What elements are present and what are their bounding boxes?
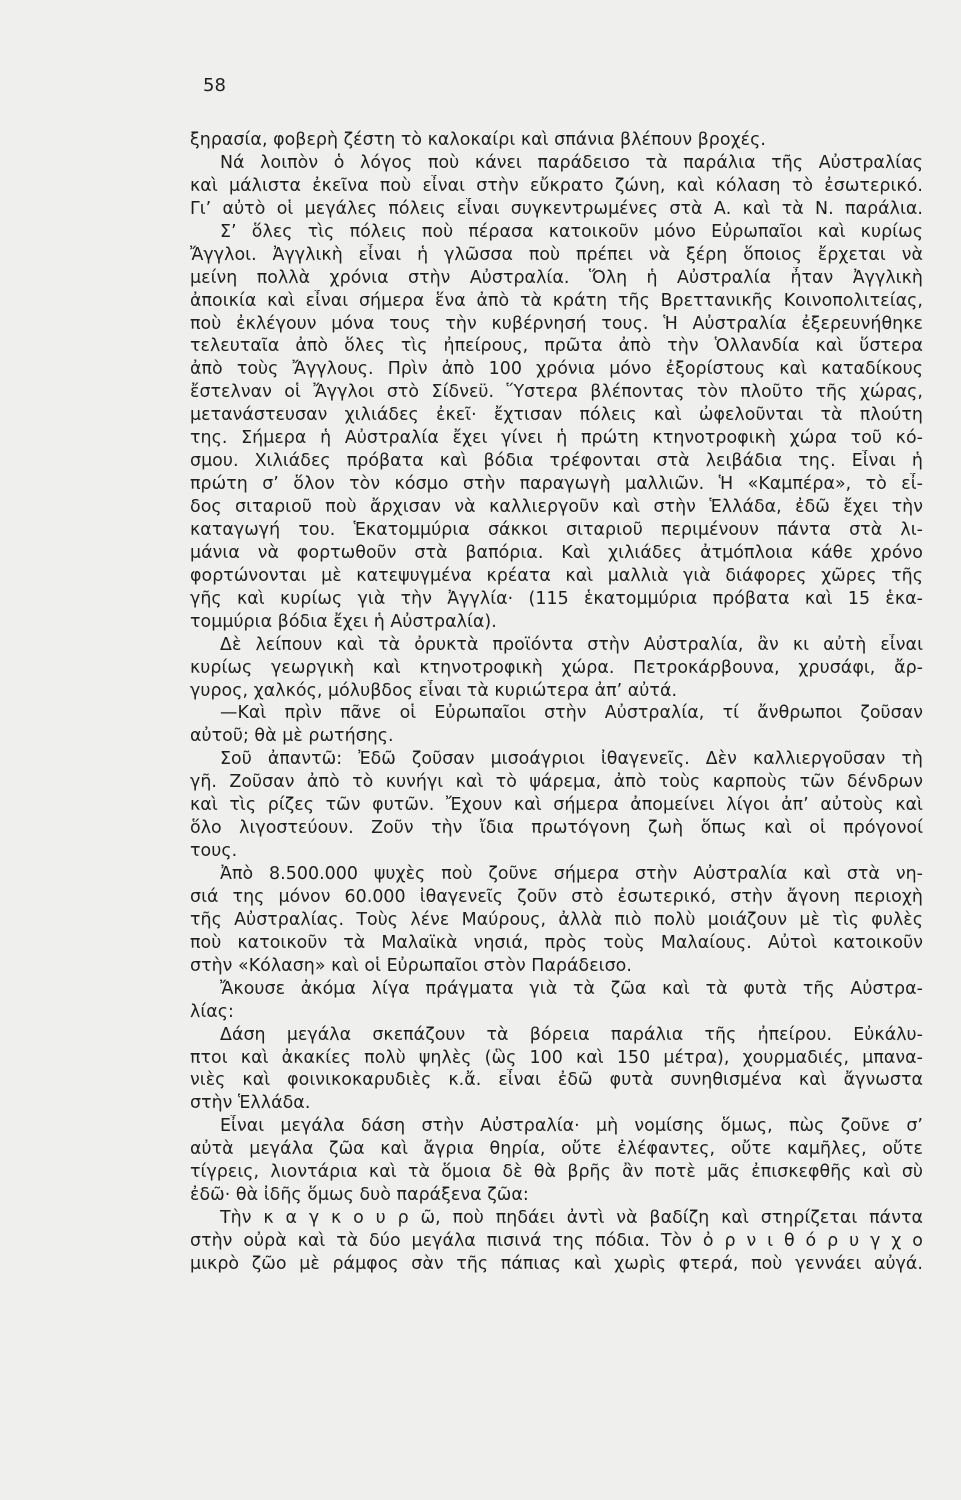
text-line: Ἀπὸ 8.500.000 ψυχὲς ποὺ ζοῦνε σήμερα στὴν Αὐστραλία καὶ στὰ νη- (220, 864, 923, 884)
text-line: δος σιταριοῦ ποὺ ἄρχισαν νὰ καλλιεργοῦν καὶ στὴν Ἑλλάδα, ἐδῶ ἔχει τὴν (190, 497, 923, 517)
text-line: Τὴν κ α γ κ ο υ ρ ῶ, ποὺ πηδάει ἀντὶ νὰ βαδίζη καὶ στηρίζεται πάντα (220, 1208, 923, 1229)
text-line: Σ’ ὅλες τὶς πόλεις ποὺ πέρασα κατοικοῦν μόνο Εὐρωπαῖοι καὶ κυρίως (220, 221, 923, 242)
body-text (190, 129, 923, 1276)
text-line: ποὺ ἐκλέγουν μόνα τους τὴν κυβέρνησή τους. Ἡ Αὐστραλία ἐξερευνήθηκε (190, 313, 923, 334)
text-line: Εἶναι μεγάλα δάση στὴν Αὐστραλία· μὴ νομίσης ὅμως, πὼς ζοῦνε σ’ (220, 1116, 923, 1137)
text-line: σιά της μόνον 60.000 ἰθαγενεῖς ζοῦν στὸ ἐσωτερικό, στὴν ἄγονη περιοχὴ (190, 886, 923, 907)
text-line: νιὲς καὶ φοινικοκαρυδιὲς κ.ἄ. εἶναι ἐδῶ φυτὰ συνηθισμένα καὶ ἄγνωστα (190, 1070, 923, 1091)
text-line: τομμύρια βόδια ἔχει ἡ Αὐστραλία). (190, 611, 497, 632)
text-line: στὴν «Κόλαση» καὶ οἱ Εὐρωπαῖοι στὸν Παράδεισο. (190, 955, 632, 976)
text-line: αὐτὰ μεγάλα ζῶα καὶ ἄγρια θηρία, οὔτε ἐλέφαντες, οὔτε καμῆλες, οὔτε (190, 1139, 923, 1160)
text-line: ἐδῶ· θὰ ἰδῆς ὅμως δυὸ παράξενα ζῶα: (190, 1185, 529, 1206)
text-line: πτοι καὶ ἀκακίες πολὺ ψηλὲς (ὣς 100 καὶ 150 μέτρα), χουρμαδιές, μπανα- (190, 1047, 923, 1068)
text-line: Σοῦ ἀπαντῶ: Ἐδῶ ζοῦσαν μισοάγριοι ἰθαγενεῖς. Δὲν καλλιεργοῦσαν τὴ (220, 749, 923, 770)
text-line: τελευταῖα ἀπὸ ὅλες τὶς ἠπείρους, πρῶτα ἀπὸ τὴν Ὁλλανδία καὶ ὕστερα (190, 336, 923, 357)
text-line: στὴν Ἑλλάδα. (190, 1093, 311, 1114)
page-number: 58 (203, 75, 226, 96)
text-line: γῆ. Ζοῦσαν ἀπὸ τὸ κυνήγι καὶ τὸ ψάρεμα, ἀπὸ τοὺς καρποὺς τῶν δένδρων (190, 772, 923, 793)
text-line: τίγρεις, λιοντάρια καὶ τὰ ὅμοια δὲ θὰ βρῆς ἂν ποτὲ μᾶς ἐπισκεφθῆς καὶ σὺ (190, 1162, 923, 1183)
text-line: κυρίως γεωργικὴ καὶ κτηνοτροφικὴ χώρα. Πετροκάρβουνα, χρυσάφι, ἄρ- (190, 657, 923, 678)
text-line: Ἄκουσε ἀκόμα λίγα πράγματα γιὰ τὰ ζῶα καὶ τὰ φυτὰ τῆς Αὐστρα- (220, 978, 923, 999)
text-line: γῆς καὶ κυρίως γιὰ τὴν Ἀγγλία· (115 ἑκατομμύρια πρόβατα καὶ 15 ἑκα- (190, 588, 923, 609)
text-line: καὶ τὶς ρίζες τῶν φυτῶν. Ἔχουν καὶ σήμερα ἀπομείνει λίγοι ἀπ’ αὐτοὺς καὶ (190, 795, 923, 816)
text-line: πρώτη σ’ ὅλον τὸν κόσμο στὴν παραγωγὴ μαλλιῶν. Ἡ «Καμπέρα», τὸ εἶ- (190, 474, 923, 495)
text-line: της. Σήμερα ἡ Αὐστραλία ἔχει γίνει ἡ πρώτη κτηνοτροφικὴ χώρα τοῦ κό- (190, 428, 923, 449)
text-line: —Καὶ πρὶν πᾶνε οἱ Εὐρωπαῖοι στὴν Αὐστραλία, τί ἄνθρωποι ζοῦσαν (220, 703, 923, 724)
text-line: ξηρασία, φοβερὴ ζέστη τὸ καλοκαίρι καὶ σπάνια βλέπουν βροχές. (190, 130, 766, 150)
text-line: ἔστελναν οἱ Ἄγγλοι στὸ Σίδνεϋ. Ὕστερα βλέποντας τὸν πλοῦτο τῆς χώρας, (190, 382, 923, 403)
text-line: τῆς Αὐστραλίας. Τοὺς λένε Μαύρους, ἀλλὰ πιὸ πολὺ μοιάζουν μὲ τὶς φυλὲς (190, 909, 923, 930)
text-line: Ἄγγλοι. Ἀγγλικὴ εἶναι ἡ γλῶσσα ποὺ πρέπει νὰ ξέρη ὅποιος ἔρχεται νὰ (190, 244, 923, 265)
text-line: μείνη πολλὰ χρόνια στὴν Αὐστραλία. Ὅλη ἡ Αὐστραλία ἦταν Ἀγγλικὴ (190, 267, 923, 288)
text-line: Νά λοιπὸν ὁ λόγος ποὺ κάνει παράδεισο τὰ παράλια τῆς Αὐστραλίας (220, 152, 923, 173)
text-line: γυρος, χαλκός, μόλυβδος εἶναι τὰ κυριώτερα ἀπ’ αὐτά. (190, 680, 678, 701)
text-line: αὐτοῦ; θὰ μὲ ρωτήσης. (190, 726, 394, 747)
text-line: μικρὸ ζῶο μὲ ράμφος σὰν τῆς πάπιας καὶ χωρὶς φτερά, ποὺ γεννάει αὐγά. (190, 1253, 923, 1274)
text-line: μετανάστευσαν χιλιάδες ἐκεῖ· ἔχτισαν πόλεις καὶ ὠφελοῦνται τὰ πλούτη (190, 405, 923, 426)
text-line: Γι’ αὐτὸ οἱ μεγάλες πόλεις εἶναι συγκεντρωμένες στὰ Α. καὶ τὰ Ν. παράλια. (190, 198, 923, 219)
text-line: ὅλο λιγοστεύουν. Ζοῦν τὴν ἴδια πρωτόγονη ζωὴ ὅπως καὶ οἱ πρόγονοί (190, 818, 923, 839)
text-line: τους. (190, 841, 238, 862)
text-line: ποὺ κατοικοῦν τὰ Μαλαϊκὰ νησιά, πρὸς τοὺς Μαλαίους. Αὐτοὶ κατοικοῦν (190, 932, 923, 953)
text-line: μάνια νὰ φορτωθοῦν στὰ βαπόρια. Καὶ χιλιάδες ἀτμόπλοια κάθε χρόνο (190, 542, 923, 563)
text-line: Δάση μεγάλα σκεπάζουν τὰ βόρεια παράλια τῆς ἠπείρου. Εὐκάλυ- (220, 1024, 923, 1045)
text-line: καὶ μάλιστα ἐκεῖνα ποὺ εἶναι στὴν εὔκρατο ζώνη, καὶ κόλαση τὸ ἐσωτερικό. (190, 175, 923, 196)
text-line: σμου. Χιλιάδες πρόβατα καὶ βόδια τρέφονται στὰ λειβάδια της. Εἶναι ἡ (190, 451, 923, 472)
text-line: ἀπὸ τοὺς Ἄγγλους. Πρὶν ἀπὸ 100 χρόνια μόνο ἐξορίστους καὶ καταδίκους (190, 359, 923, 380)
text-line: ἀποικία καὶ εἶναι σήμερα ἕνα ἀπὸ τὰ κράτη τῆς Βρεττανικῆς Κοινοπολιτείας, (190, 290, 923, 311)
text-line: Δὲ λείπουν καὶ τὰ ὀρυκτὰ προϊόντα στὴν Αὐστραλία, ἂν κι αὐτὴ εἶναι (220, 634, 923, 655)
text-line: φορτώνονται μὲ κατεψυγμένα κρέατα καὶ μαλλιὰ γιὰ διάφορες χῶρες τῆς (190, 565, 923, 586)
text-line: καταγωγή του. Ἑκατομμύρια σάκκοι σιταριοῦ περιμένουν πάντα στὰ λι- (190, 519, 923, 540)
text-line: λίας: (190, 1001, 234, 1022)
text-line: στὴν οὐρὰ καὶ τὰ δύο μεγάλα πισινά της πόδια. Τὸν ὀ ρ ν ι θ ό ρ υ γ χ ο (190, 1231, 923, 1251)
